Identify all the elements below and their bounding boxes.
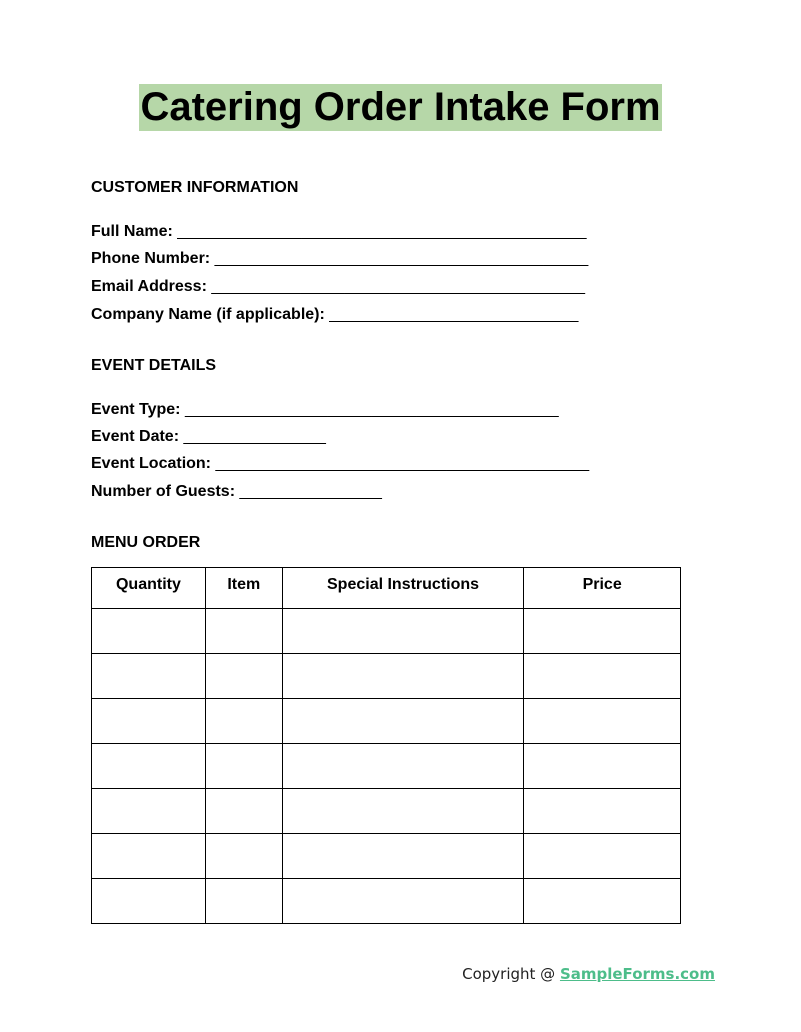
- table-row: [92, 699, 681, 744]
- event-section-heading: EVENT DETAILS: [91, 357, 217, 374]
- event-date-field[interactable]: [91, 428, 326, 446]
- cell-special-instructions[interactable]: [282, 609, 524, 654]
- cell-price[interactable]: [524, 879, 681, 924]
- cell-quantity[interactable]: [92, 879, 206, 924]
- cell-quantity[interactable]: [92, 789, 206, 834]
- cell-item[interactable]: [205, 744, 282, 789]
- cell-item[interactable]: [205, 789, 282, 834]
- cell-special-instructions[interactable]: [282, 879, 524, 924]
- customer-section-heading: CUSTOMER INFORMATION: [91, 179, 299, 196]
- email-address-field[interactable]: [91, 278, 585, 296]
- copyright-footer: [462, 965, 715, 983]
- cell-special-instructions[interactable]: [282, 789, 524, 834]
- cell-price[interactable]: [524, 699, 681, 744]
- cell-special-instructions[interactable]: [282, 699, 524, 744]
- title-container: [0, 84, 801, 131]
- cell-price[interactable]: [524, 834, 681, 879]
- table-header-row: [92, 568, 681, 609]
- cell-price[interactable]: [524, 789, 681, 834]
- full-name-blank[interactable]: ______________________________________________: [177, 223, 587, 240]
- cell-item[interactable]: [205, 699, 282, 744]
- number-of-guests-field[interactable]: [91, 483, 382, 501]
- full-name-field[interactable]: [91, 223, 587, 241]
- event-type-label: Event Type:: [91, 401, 181, 418]
- table-row: [92, 744, 681, 789]
- phone-number-field[interactable]: [91, 250, 588, 268]
- table-row: [92, 609, 681, 654]
- menu-table-body: [92, 609, 681, 924]
- table-row: [92, 834, 681, 879]
- menu-section-heading: MENU ORDER: [91, 534, 201, 551]
- cell-price[interactable]: [524, 744, 681, 789]
- event-type-blank[interactable]: __________________________________________: [184, 401, 559, 418]
- event-date-blank[interactable]: ________________: [183, 428, 326, 445]
- phone-number-label: Phone Number:: [91, 250, 211, 267]
- cell-price[interactable]: [524, 609, 681, 654]
- full-name-label: Full Name:: [91, 223, 173, 240]
- cell-special-instructions[interactable]: [282, 834, 524, 879]
- cell-item[interactable]: [205, 609, 282, 654]
- table-row: [92, 879, 681, 924]
- company-name-label: Company Name (if applicable):: [91, 306, 325, 323]
- cell-quantity[interactable]: [92, 834, 206, 879]
- cell-item[interactable]: [205, 879, 282, 924]
- event-type-field[interactable]: [91, 401, 559, 419]
- cell-quantity[interactable]: [92, 744, 206, 789]
- cell-price[interactable]: [524, 654, 681, 699]
- table-row: [92, 789, 681, 834]
- table-row: [92, 654, 681, 699]
- column-header-price: Price: [524, 568, 681, 609]
- menu-order-table: [91, 567, 681, 924]
- cell-item[interactable]: [205, 654, 282, 699]
- cell-quantity[interactable]: [92, 654, 206, 699]
- column-header-special-instructions: Special Instructions: [282, 568, 524, 609]
- cell-special-instructions[interactable]: [282, 744, 524, 789]
- event-location-label: Event Location:: [91, 455, 212, 472]
- company-name-field[interactable]: [91, 306, 578, 324]
- phone-number-blank[interactable]: __________________________________________: [214, 250, 589, 267]
- brand-link[interactable]: SampleForms.com: [559, 965, 715, 983]
- event-date-label: Event Date:: [91, 428, 180, 445]
- cell-special-instructions[interactable]: [282, 654, 524, 699]
- number-of-guests-label: Number of Guests:: [91, 483, 236, 500]
- column-header-item: Item: [205, 568, 282, 609]
- number-of-guests-blank[interactable]: ________________: [239, 483, 382, 500]
- email-address-blank[interactable]: __________________________________________: [211, 278, 586, 295]
- company-name-blank[interactable]: ____________________________: [329, 306, 579, 323]
- event-location-field[interactable]: [91, 455, 589, 473]
- event-location-blank[interactable]: __________________________________________: [215, 455, 590, 472]
- cell-quantity[interactable]: [92, 609, 206, 654]
- cell-quantity[interactable]: [92, 699, 206, 744]
- cell-item[interactable]: [205, 834, 282, 879]
- column-header-quantity: Quantity: [92, 568, 206, 609]
- copyright-prefix: Copyright @: [462, 965, 560, 983]
- form-title: Catering Order Intake Form: [140, 85, 661, 129]
- email-address-label: Email Address:: [91, 278, 207, 295]
